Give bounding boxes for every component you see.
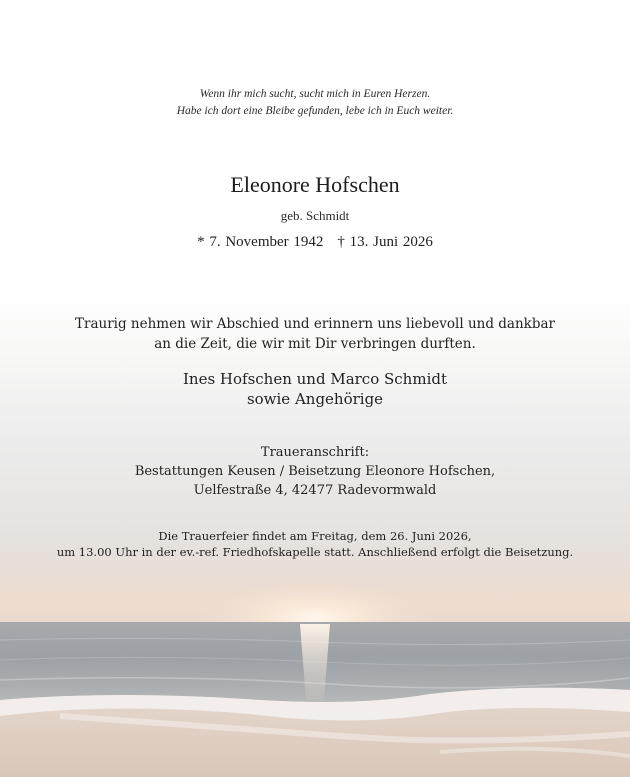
birth-name: geb. Schmidt [280,208,350,223]
quote-line-2: Habe ich dort eine Bleibe gefunden, lebe ich in Euch weiter. [176,105,454,117]
life-dates [0,234,630,251]
deceased-name: Eleonore Hofschen [230,172,400,197]
address-heading: Traueranschrift: [260,445,370,460]
farewell-line-1: Traurig nehmen wir Abschied und erinnern uns liebevoll und dankbar [75,316,555,332]
ceremony-info [0,528,630,560]
mourners-line-1: Ines Hofschen und Marco Schmidt [182,370,447,388]
farewell-text [0,314,630,354]
death-date: † 13. Juni 2026 [337,234,433,250]
farewell-line-2: an die Zeit, die wir mit Dir verbringen durften. [154,336,476,352]
mourners-line-2: sowie Angehörige [246,390,384,408]
birth-date: * 7. November 1942 [197,234,324,250]
address-line-2: Uelfestraße 4, 42477 Radevormwald [193,483,437,498]
ceremony-line-2: um 13.00 Uhr in der ev.-ref. Friedhofskapelle statt. Anschließend erfolgt die Beisetzung. [56,545,574,559]
quote-line-1: Wenn ihr mich sucht, sucht mich in Euren Herzen. [199,88,431,100]
memorial-quote [0,86,630,120]
mourning-address [0,443,630,500]
ceremony-line-1: Die Trauerfeier findet am Freitag, dem 26. Juni 2026, [158,529,472,543]
mourners [0,369,630,409]
address-line-1: Bestattungen Keusen / Beisetzung Eleonore Hofschen, [134,464,496,479]
